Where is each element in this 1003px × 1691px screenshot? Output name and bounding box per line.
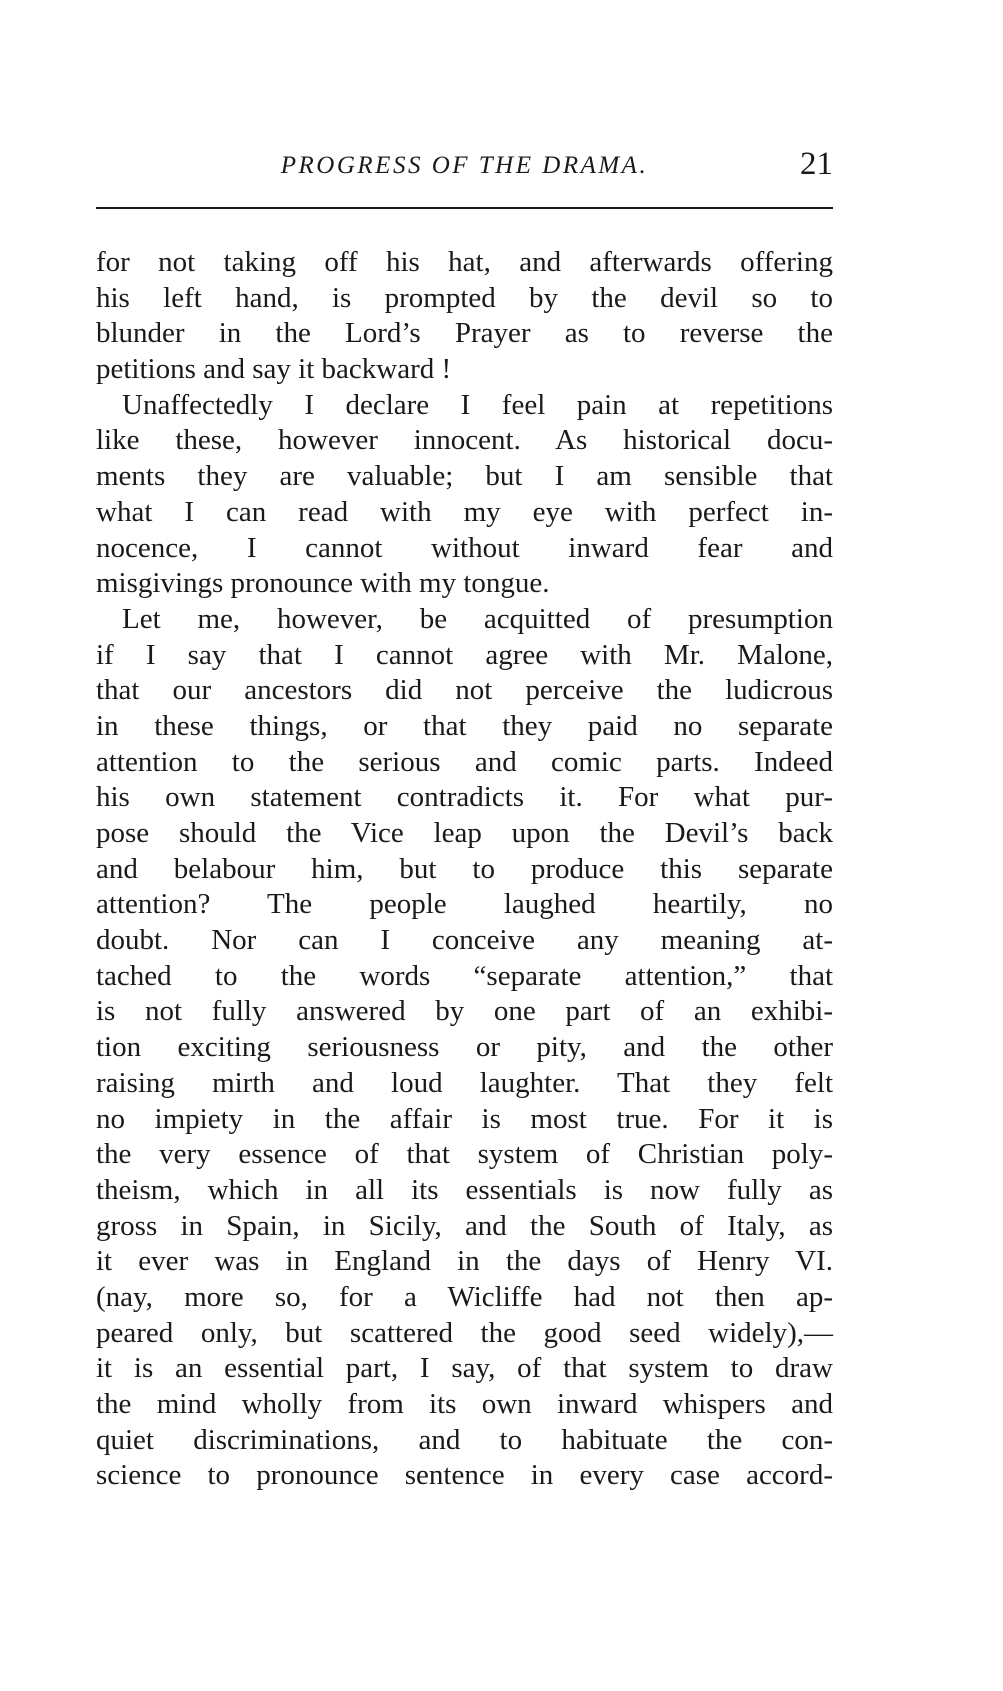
text-line: theism, which in all its essentials is now fully as: [96, 1173, 833, 1206]
text-line: nocence, I cannot without inward fear and: [96, 531, 833, 564]
text-line: petitions and say it backward !: [96, 353, 452, 386]
text-line: it is an essential part, I say, of that system to draw: [96, 1352, 833, 1385]
text-line: and belabour him, but to produce this separate: [96, 852, 833, 885]
text-line: Unaffectedly I declare I feel pain at repetitions: [122, 388, 833, 421]
text-line: quiet discriminations, and to habituate the con-: [96, 1423, 833, 1456]
text-line: like these, however innocent. As historical docu-: [96, 424, 833, 457]
body-text: [96, 245, 833, 1494]
text-line: his left hand, is prompted by the devil so to: [96, 281, 833, 314]
text-line: misgivings pronounce with my tongue.: [96, 567, 550, 600]
text-line: ments they are valuable; but I am sensible that: [96, 460, 833, 493]
page-header: [96, 148, 833, 192]
text-line: pose should the Vice leap upon the Devil’s back: [96, 817, 833, 849]
text-line: it ever was in England in the days of Henry VI.: [96, 1245, 833, 1278]
text-line: Let me, however, be acquitted of presumption: [122, 602, 833, 635]
text-line: raising mirth and loud laughter. That they felt: [96, 1066, 833, 1099]
text-line: that our ancestors did not perceive the ludicrous: [96, 674, 833, 707]
text-line: his own statement contradicts it. For what pur-: [96, 781, 833, 814]
text-line: in these things, or that they paid no separate: [96, 709, 833, 742]
text-line: tached to the words “separate attention,” that: [96, 959, 833, 992]
page-number: 21: [800, 146, 833, 182]
text-line: for not taking off his hat, and afterwards offering: [96, 246, 833, 278]
text-line: tion exciting seriousness or pity, and the other: [96, 1031, 833, 1064]
text-line: is not fully answered by one part of an exhibi-: [96, 995, 833, 1028]
text-line: attention? The people laughed heartily, no: [96, 888, 833, 921]
header-rule: [96, 207, 833, 209]
text-line: gross in Spain, in Sicily, and the South of Italy, as: [96, 1209, 833, 1242]
text-line: blunder in the Lord’s Prayer as to reverse the: [96, 317, 833, 350]
text-line: (nay, more so, for a Wicliffe had not then ap-: [96, 1280, 833, 1313]
text-line: the very essence of that system of Christian poly-: [96, 1138, 833, 1171]
text-line: science to pronounce sentence in every case accord-: [96, 1459, 833, 1492]
text-line: no impiety in the affair is most true. For it is: [96, 1102, 833, 1135]
text-line: the mind wholly from its own inward whispers and: [96, 1388, 833, 1420]
text-line: attention to the serious and comic parts. Indeed: [96, 745, 833, 778]
text-line: doubt. Nor can I conceive any meaning at-: [96, 924, 833, 957]
text-line: if I say that I cannot agree with Mr. Malone,: [96, 638, 833, 671]
text-line: what I can read with my eye with perfect in-: [96, 495, 833, 528]
text-line: peared only, but scattered the good seed widely),—: [96, 1316, 833, 1349]
running-title: PROGRESS OF THE DRAMA.: [280, 152, 649, 179]
